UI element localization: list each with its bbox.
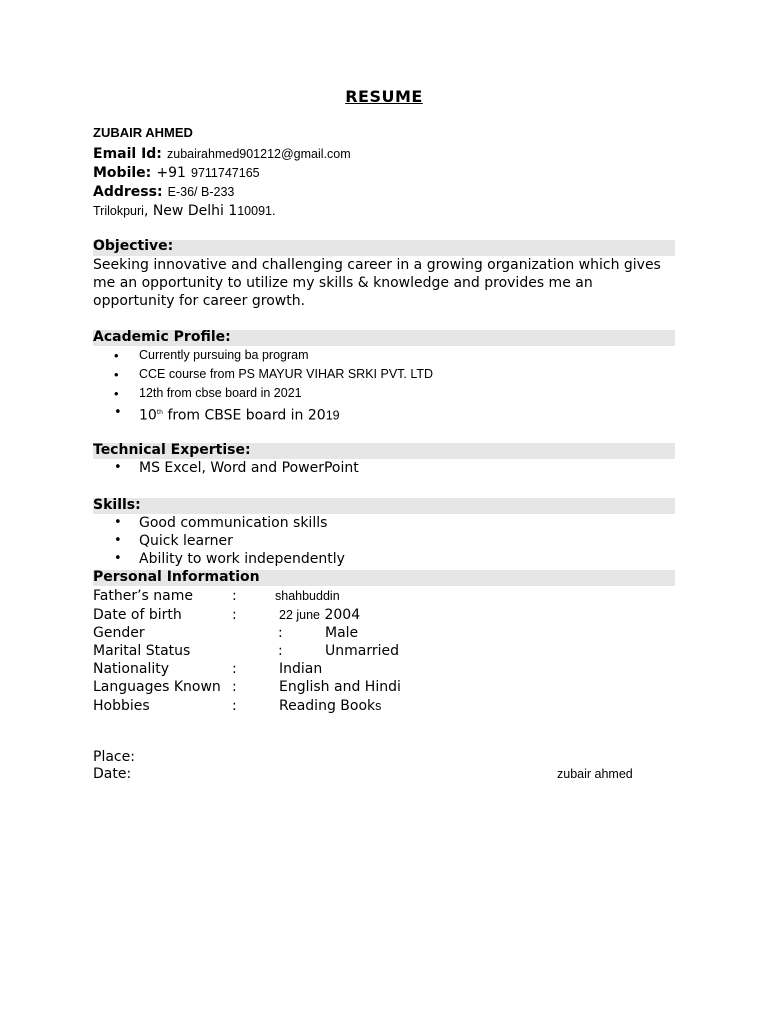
email-value: zubairahmed901212@gmail.com — [167, 147, 351, 161]
row-value-part: 22 june — [279, 608, 321, 622]
address-city-part: , New Delhi 1 — [143, 203, 238, 219]
list-item: • Ability to work independently — [93, 550, 345, 568]
academic-heading: Academic Profile: — [93, 329, 231, 345]
address-city-line — [93, 200, 275, 219]
row-value: English and Hindi — [279, 679, 401, 695]
row-value-part: Reading Book — [279, 698, 376, 714]
list-item: • 12th from cbse board in 2021 — [93, 384, 433, 403]
address-city-part: 10091. — [237, 204, 276, 218]
row-value: Indian — [279, 661, 323, 677]
row-colon: : — [232, 661, 237, 677]
row-colon: : — [232, 698, 237, 714]
page-title: RESUME — [345, 87, 423, 106]
row-label: Languages Known — [93, 679, 221, 695]
list-item-text: 10 — [139, 407, 157, 424]
row-value-part: 2004 — [320, 607, 361, 623]
row-colon: : — [278, 643, 283, 659]
row-label: Marital Status — [93, 643, 191, 659]
date-label: Date: — [93, 766, 132, 782]
mobile-prefix: +91 — [156, 165, 186, 181]
row-label: Date of birth — [93, 607, 182, 623]
email-line — [93, 143, 351, 162]
row-value: Unmarried — [325, 643, 399, 659]
row-value-part: s — [375, 699, 382, 713]
list-item: • CCE course from PS MAYUR VIHAR SRKI PVT. LTD — [93, 365, 433, 384]
objective-bar — [93, 240, 675, 256]
row-colon: : — [278, 625, 283, 641]
mobile-line — [93, 162, 260, 181]
row-label: Nationality — [93, 661, 170, 677]
row-label: Gender — [93, 625, 145, 641]
list-item-text: from CBSE board in 20 — [167, 407, 326, 424]
objective-heading: Objective: — [93, 238, 174, 254]
address-value: E-36/ B-233 — [167, 185, 235, 199]
personal-heading: Personal Information — [93, 569, 260, 585]
technical-heading: Technical Expertise: — [93, 442, 251, 458]
row-colon: : — [232, 679, 237, 695]
list-item: • Currently pursuing ba program — [93, 346, 433, 365]
list-item-text: 19 — [325, 408, 340, 423]
academic-list — [93, 346, 433, 422]
list-item: • MS Excel, Word and PowerPoint — [93, 459, 359, 477]
address-line — [93, 181, 234, 200]
skills-bar — [93, 498, 675, 514]
row-value: shahbuddin — [275, 589, 340, 603]
list-item: • Good communication skills — [93, 514, 345, 532]
place-label: Place: — [93, 749, 135, 765]
signature-name: zubair ahmed — [557, 767, 633, 781]
row-colon: : — [232, 607, 237, 623]
email-label: Email Id: — [93, 146, 162, 162]
technical-list — [93, 459, 359, 477]
candidate-name: ZUBAIR AHMED — [93, 125, 193, 140]
mobile-value: 9711747165 — [191, 166, 260, 180]
row-label: Hobbies — [93, 698, 150, 714]
objective-text: Seeking innovative and challenging career in a growing organization which gives me an opportunity to utilize my skills & knowledge and provides me an opportunity for career growth. — [93, 257, 661, 309]
row-value: Male — [325, 625, 359, 641]
skills-list — [93, 514, 345, 568]
mobile-label: Mobile: — [93, 165, 152, 181]
ordinal-suffix: th — [156, 409, 163, 416]
row-value — [279, 606, 360, 624]
address-city-part: Trilokpuri — [93, 204, 144, 218]
row-label: Father’s name — [93, 588, 193, 604]
row-value — [279, 697, 381, 715]
skills-heading: Skills: — [93, 497, 141, 513]
list-item — [93, 403, 433, 422]
row-colon: : — [232, 588, 237, 604]
list-item: • Quick learner — [93, 532, 345, 550]
address-label: Address: — [93, 184, 163, 200]
